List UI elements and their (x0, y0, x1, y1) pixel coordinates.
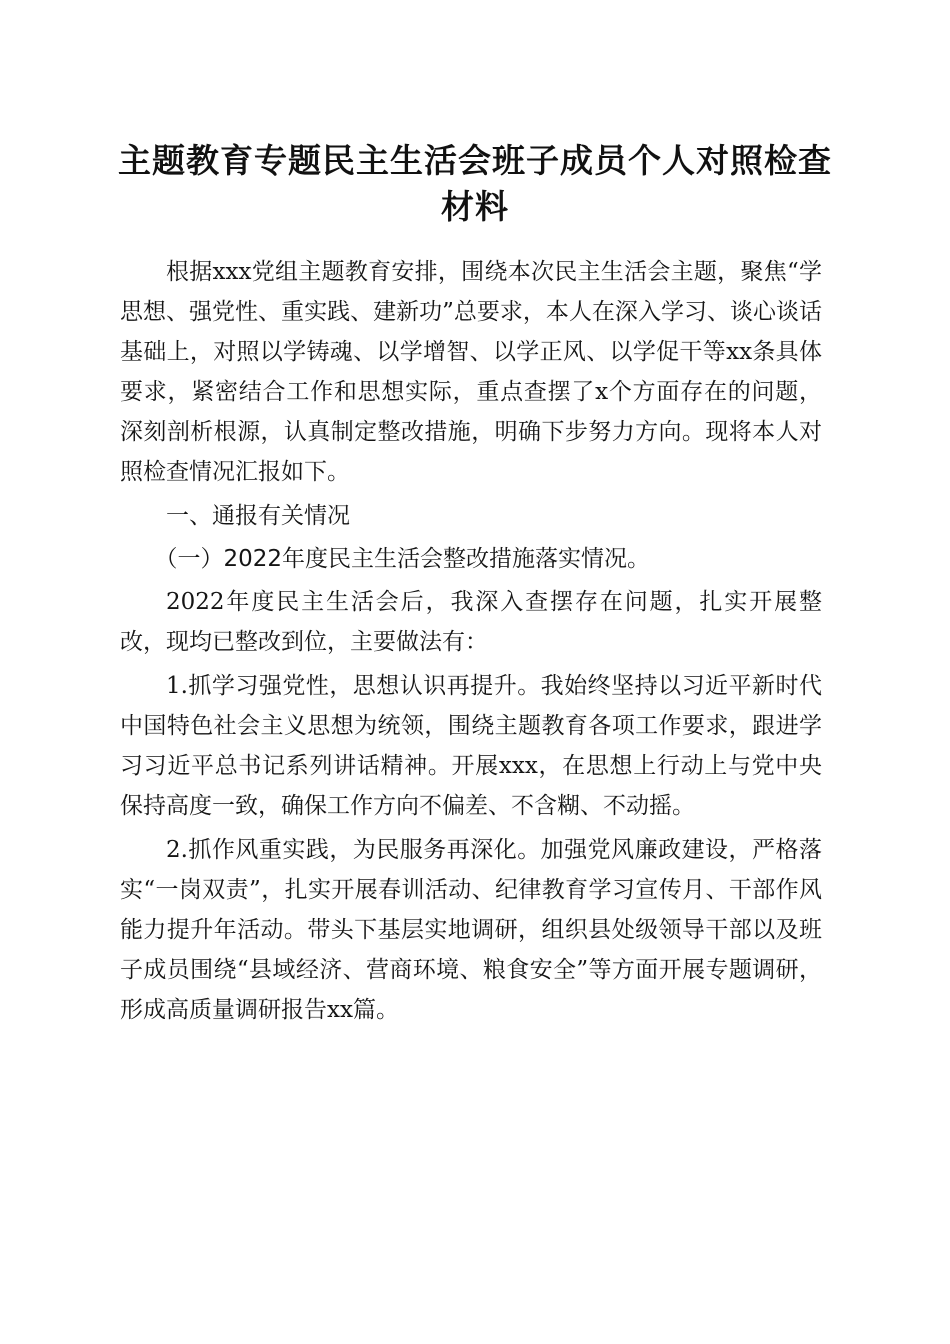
subsection-heading: （一）2022年度民主生活会整改措施落实情况。 (154, 546, 651, 572)
list-item-paragraph: 2.抓作风重实践，为民服务再深化。加强党风廉政建设，严格落实“一岗双责”，扎实开展春训活动、纪律教育学习宣传月、干部作风能力提升年活动。带头下基层实地调研，组织县处级领导干部以及班子成员围绕“县域经济、营商环境、粮食安全”等方面开展专题调研，形成高质量调研报告xx篇。 (120, 837, 822, 1023)
intro-paragraph: 根据xxx党组主题教育安排，围绕本次民主生活会主题，聚焦“学思想、强党性、重实践、建新功”总要求，本人在深入学习、谈心谈话基础上，对照以学铸魂、以学增智、以学正风、以学促干等xx条具体要求，紧密结合工作和思想实际，重点查摆了x个方面存在的问题，深刻剖析根源，认真制定整改措施，明确下步努力方向。现将本人对照检查情况汇报如下。 (120, 259, 822, 485)
section-heading: 一、通报有关情况 (166, 503, 350, 529)
document-body (120, 252, 822, 1034)
document-title: 主题教育专题民主生活会班子成员个人对照检查材料 (118, 141, 832, 226)
list-item-paragraph: 1.抓学习强党性，思想认识再提升。我始终坚持以习近平新时代中国特色社会主义思想为统领，围绕主题教育各项工作要求，跟进学习习近平总书记系列讲话精神。开展xxx，在思想上行动上与党中央保持高度一致，确保工作方向不偏差、不含糊、不动摇。 (120, 673, 822, 819)
body-paragraph: 2022年度民主生活会后，我深入查摆存在问题，扎实开展整改，现均已整改到位，主要做法有： (120, 589, 822, 655)
